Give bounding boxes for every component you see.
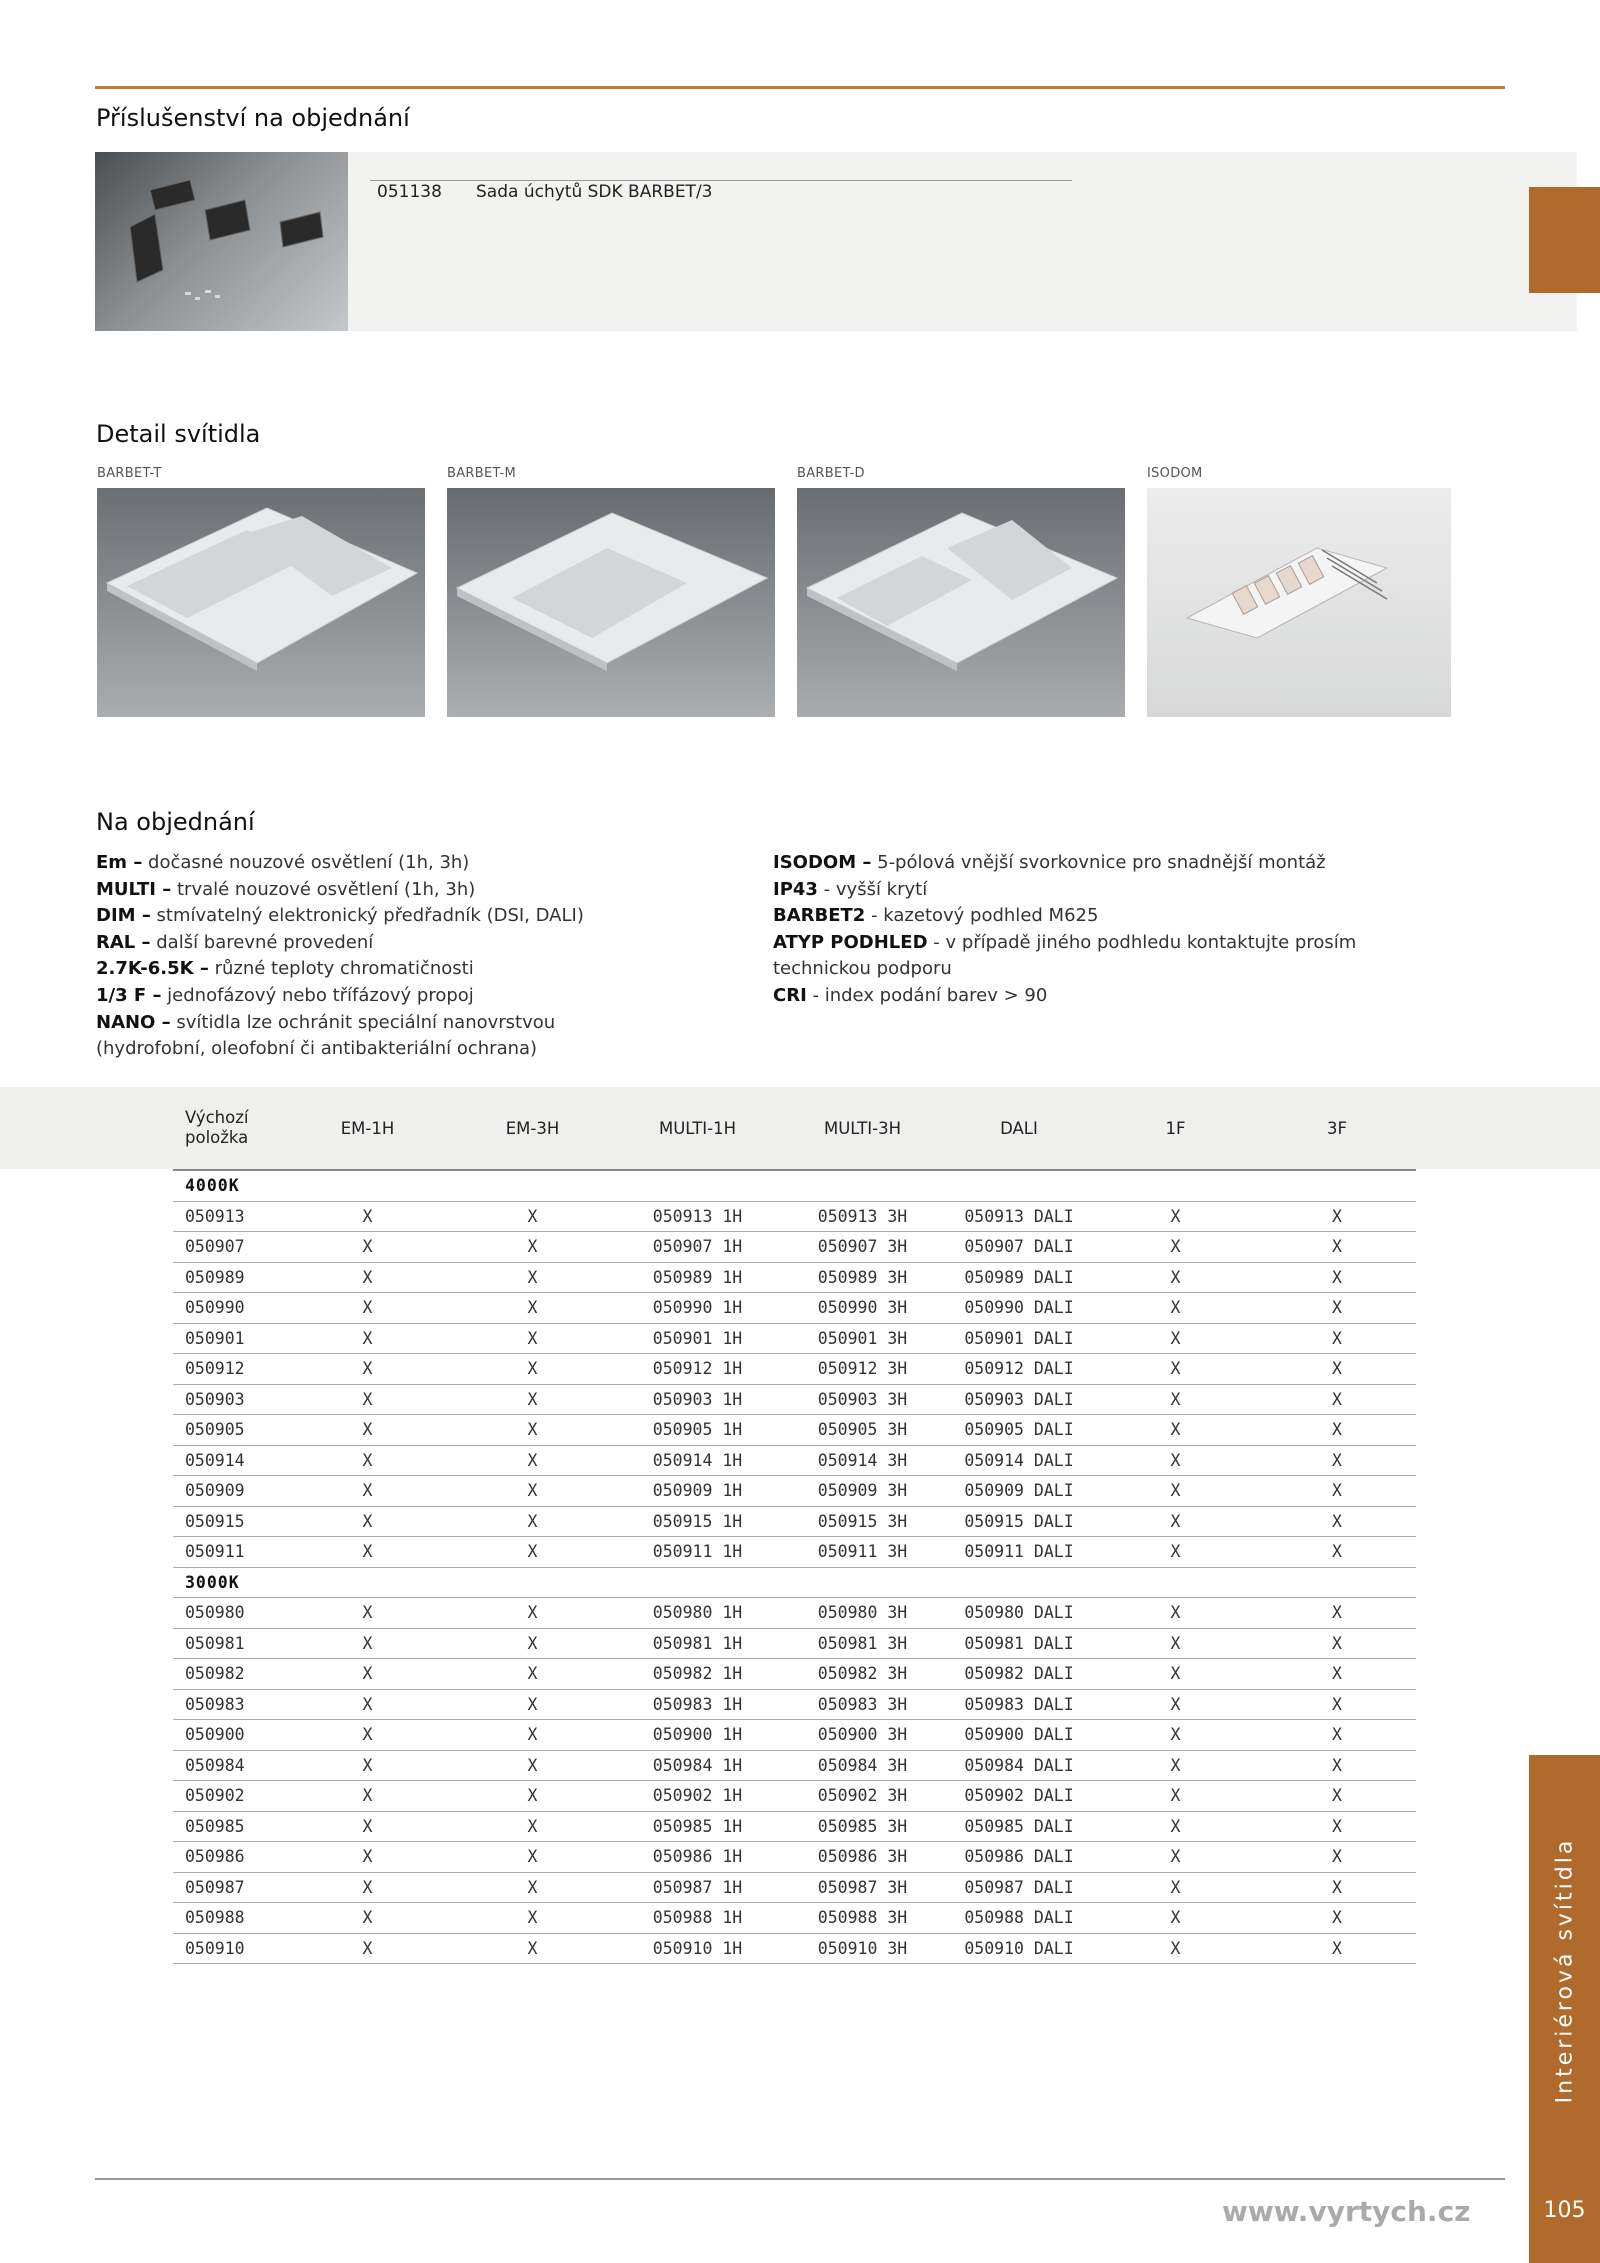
cell-em-3h: X <box>450 1720 615 1751</box>
option-ip43: IP43 - vyšší krytí <box>773 878 928 900</box>
cell-code: 050985 <box>173 1811 285 1842</box>
option-cri: CRI - index podání barev > 90 <box>773 984 1048 1006</box>
table-row <box>173 1354 1416 1385</box>
option-dim: DIM – stmívatelný elektronický předřadník (DSI, DALI) <box>96 905 584 927</box>
cell-em-3h: X <box>450 1537 615 1568</box>
cell-em-1h: X <box>285 1598 450 1629</box>
cell-multi-1h: 050912 1H <box>615 1354 780 1385</box>
cell-em-3h: X <box>450 1384 615 1415</box>
cell-multi-1h: 050982 1H <box>615 1659 780 1690</box>
cell-dali: 050900 DALI <box>945 1720 1093 1751</box>
cell-3f: X <box>1258 1537 1416 1568</box>
table-row <box>173 1201 1416 1232</box>
cell-multi-1h: 050986 1H <box>615 1842 780 1873</box>
cell-multi-1h: 050915 1H <box>615 1506 780 1537</box>
cell-multi-3h: 050914 3H <box>780 1445 945 1476</box>
table-row <box>173 1537 1416 1568</box>
option-atyp: ATYP PODHLED - v případě jiného podhledu kontaktujte prosím <box>773 931 1357 953</box>
photo-barbet-d <box>797 488 1125 717</box>
cell-multi-1h: 050902 1H <box>615 1781 780 1812</box>
cell-em-1h: X <box>285 1293 450 1324</box>
cell-dali: 050980 DALI <box>945 1598 1093 1629</box>
cell-code: 050903 <box>173 1384 285 1415</box>
cell-multi-1h: 050983 1H <box>615 1689 780 1720</box>
cell-code: 050900 <box>173 1720 285 1751</box>
cell-multi-1h: 050981 1H <box>615 1628 780 1659</box>
accessory-name: Sada úchytů SDK BARBET/3 <box>476 182 713 202</box>
table-row <box>173 1781 1416 1812</box>
accessory-photo <box>95 152 348 331</box>
cell-multi-1h: 050907 1H <box>615 1232 780 1263</box>
header-multi-1h: MULTI-1H <box>615 1087 780 1170</box>
cell-code: 050982 <box>173 1659 285 1690</box>
cell-3f: X <box>1258 1720 1416 1751</box>
chapter-tab-marker <box>1529 187 1600 293</box>
cell-em-1h: X <box>285 1811 450 1842</box>
cell-3f: X <box>1258 1750 1416 1781</box>
table-row <box>173 1445 1416 1476</box>
cell-multi-3h: 050909 3H <box>780 1476 945 1507</box>
cell-multi-3h: 050901 3H <box>780 1323 945 1354</box>
cell-1f: X <box>1093 1750 1258 1781</box>
cell-3f: X <box>1258 1323 1416 1354</box>
table-row <box>173 1323 1416 1354</box>
cell-1f: X <box>1093 1598 1258 1629</box>
bottom-rule <box>95 2178 1505 2180</box>
header-em-3h: EM-3H <box>450 1087 615 1170</box>
cell-3f: X <box>1258 1506 1416 1537</box>
cell-multi-1h: 050990 1H <box>615 1293 780 1324</box>
cell-code: 050907 <box>173 1232 285 1263</box>
cell-1f: X <box>1093 1354 1258 1385</box>
detail-label-barbet-t: BARBET-T <box>97 466 162 481</box>
cell-em-3h: X <box>450 1842 615 1873</box>
table-row <box>173 1415 1416 1446</box>
cell-multi-3h: 050986 3H <box>780 1842 945 1873</box>
header-em-1h: EM-1H <box>285 1087 450 1170</box>
cell-em-3h: X <box>450 1354 615 1385</box>
cell-3f: X <box>1258 1415 1416 1446</box>
cell-multi-3h: 050983 3H <box>780 1689 945 1720</box>
option-phase: 1/3 F – jednofázový nebo třífázový propoj <box>96 984 474 1006</box>
option-atyp-cont: technickou podporu <box>773 958 952 980</box>
cell-1f: X <box>1093 1445 1258 1476</box>
cell-em-3h: X <box>450 1903 615 1934</box>
cell-multi-3h: 050902 3H <box>780 1781 945 1812</box>
cell-1f: X <box>1093 1415 1258 1446</box>
table-group-row <box>173 1567 1416 1598</box>
cell-code: 050909 <box>173 1476 285 1507</box>
detail-label-barbet-d: BARBET-D <box>797 466 865 481</box>
cell-dali: 050915 DALI <box>945 1506 1093 1537</box>
option-nano-cont: (hydrofobní, oleofobní či antibakteriální ochrana) <box>96 1038 538 1060</box>
cell-multi-3h: 050905 3H <box>780 1415 945 1446</box>
cell-em-3h: X <box>450 1201 615 1232</box>
table-row <box>173 1628 1416 1659</box>
cell-em-1h: X <box>285 1750 450 1781</box>
cell-em-1h: X <box>285 1201 450 1232</box>
cell-em-1h: X <box>285 1842 450 1873</box>
cell-multi-3h: 050982 3H <box>780 1659 945 1690</box>
cell-multi-1h: 050914 1H <box>615 1445 780 1476</box>
table-row <box>173 1476 1416 1507</box>
table-row <box>173 1720 1416 1751</box>
cell-em-1h: X <box>285 1933 450 1964</box>
table-row <box>173 1872 1416 1903</box>
accessory-divider <box>370 180 1072 181</box>
cell-1f: X <box>1093 1628 1258 1659</box>
cell-1f: X <box>1093 1842 1258 1873</box>
table-row <box>173 1384 1416 1415</box>
cell-3f: X <box>1258 1842 1416 1873</box>
cell-dali: 050984 DALI <box>945 1750 1093 1781</box>
cell-em-3h: X <box>450 1476 615 1507</box>
cell-3f: X <box>1258 1903 1416 1934</box>
cell-em-1h: X <box>285 1476 450 1507</box>
cell-code: 050990 <box>173 1293 285 1324</box>
cell-code: 050980 <box>173 1598 285 1629</box>
cell-multi-3h: 050985 3H <box>780 1811 945 1842</box>
cell-1f: X <box>1093 1476 1258 1507</box>
header-multi-3h: MULTI-3H <box>780 1087 945 1170</box>
cell-em-1h: X <box>285 1628 450 1659</box>
cell-multi-1h: 050988 1H <box>615 1903 780 1934</box>
cell-1f: X <box>1093 1537 1258 1568</box>
header-dali: DALI <box>945 1087 1093 1170</box>
cell-code: 050910 <box>173 1933 285 1964</box>
table-header-row <box>173 1087 1416 1170</box>
cell-em-3h: X <box>450 1415 615 1446</box>
cell-3f: X <box>1258 1872 1416 1903</box>
table-row <box>173 1506 1416 1537</box>
cell-multi-3h: 050912 3H <box>780 1354 945 1385</box>
cell-multi-3h: 050984 3H <box>780 1750 945 1781</box>
cell-em-3h: X <box>450 1659 615 1690</box>
cell-em-1h: X <box>285 1384 450 1415</box>
table-row <box>173 1842 1416 1873</box>
cell-multi-1h: 050985 1H <box>615 1811 780 1842</box>
table-row <box>173 1659 1416 1690</box>
cell-multi-3h: 050907 3H <box>780 1232 945 1263</box>
cell-multi-3h: 050980 3H <box>780 1598 945 1629</box>
cell-multi-3h: 050900 3H <box>780 1720 945 1751</box>
accessories-title: Příslušenství na objednání <box>96 104 410 132</box>
cell-multi-1h: 050901 1H <box>615 1323 780 1354</box>
group-label: 4000K <box>173 1170 1416 1201</box>
cell-dali: 050907 DALI <box>945 1232 1093 1263</box>
cell-1f: X <box>1093 1506 1258 1537</box>
cell-em-3h: X <box>450 1598 615 1629</box>
cell-1f: X <box>1093 1781 1258 1812</box>
table-row <box>173 1293 1416 1324</box>
cell-dali: 050982 DALI <box>945 1659 1093 1690</box>
photo-barbet-t <box>97 488 425 717</box>
cell-code: 050986 <box>173 1842 285 1873</box>
cell-dali: 050909 DALI <box>945 1476 1093 1507</box>
cell-dali: 050902 DALI <box>945 1781 1093 1812</box>
cell-em-1h: X <box>285 1506 450 1537</box>
option-isodom: ISODOM – 5-pólová vnější svorkovnice pro snadnější montáž <box>773 852 1326 873</box>
cell-em-3h: X <box>450 1750 615 1781</box>
website-link[interactable]: www.vyrtych.cz <box>1222 2195 1471 2228</box>
cell-dali: 050988 DALI <box>945 1903 1093 1934</box>
cell-dali: 050901 DALI <box>945 1323 1093 1354</box>
chapter-side-tab-label-wrap <box>1529 1755 1600 2185</box>
cell-em-3h: X <box>450 1689 615 1720</box>
cell-em-1h: X <box>285 1262 450 1293</box>
cell-1f: X <box>1093 1323 1258 1354</box>
cell-multi-3h: 050981 3H <box>780 1628 945 1659</box>
cell-code: 050984 <box>173 1750 285 1781</box>
cell-multi-3h: 050989 3H <box>780 1262 945 1293</box>
cell-1f: X <box>1093 1689 1258 1720</box>
chapter-side-tab-label: Interiérová svítidla <box>1552 1837 1578 2103</box>
cell-1f: X <box>1093 1293 1258 1324</box>
cell-dali: 050986 DALI <box>945 1842 1093 1873</box>
cell-dali: 050913 DALI <box>945 1201 1093 1232</box>
cell-em-3h: X <box>450 1232 615 1263</box>
cell-dali: 050990 DALI <box>945 1293 1093 1324</box>
table-row <box>173 1750 1416 1781</box>
table-row <box>173 1598 1416 1629</box>
cell-em-3h: X <box>450 1323 615 1354</box>
cell-dali: 050987 DALI <box>945 1872 1093 1903</box>
cell-dali: 050914 DALI <box>945 1445 1093 1476</box>
cell-multi-3h: 050913 3H <box>780 1201 945 1232</box>
cell-multi-1h: 050900 1H <box>615 1720 780 1751</box>
cell-1f: X <box>1093 1811 1258 1842</box>
cell-em-3h: X <box>450 1506 615 1537</box>
cell-dali: 050983 DALI <box>945 1689 1093 1720</box>
cell-code: 050902 <box>173 1781 285 1812</box>
cell-multi-1h: 050910 1H <box>615 1933 780 1964</box>
cell-code: 050989 <box>173 1262 285 1293</box>
option-cct: 2.7K-6.5K – různé teploty chromatičnosti <box>96 958 474 980</box>
cell-em-1h: X <box>285 1537 450 1568</box>
cell-1f: X <box>1093 1232 1258 1263</box>
cell-dali: 050910 DALI <box>945 1933 1093 1964</box>
cell-3f: X <box>1258 1201 1416 1232</box>
detail-title: Detail svítidla <box>96 420 261 448</box>
cell-multi-3h: 050903 3H <box>780 1384 945 1415</box>
table-group-row <box>173 1170 1416 1201</box>
cell-em-3h: X <box>450 1933 615 1964</box>
cell-dali: 050912 DALI <box>945 1354 1093 1385</box>
cell-3f: X <box>1258 1689 1416 1720</box>
header-1f: 1F <box>1093 1087 1258 1170</box>
cell-em-1h: X <box>285 1445 450 1476</box>
option-multi: MULTI – trvalé nouzové osvětlení (1h, 3h) <box>96 878 476 900</box>
cell-code: 050913 <box>173 1201 285 1232</box>
cell-3f: X <box>1258 1384 1416 1415</box>
cell-3f: X <box>1258 1476 1416 1507</box>
cell-3f: X <box>1258 1933 1416 1964</box>
table-row <box>173 1262 1416 1293</box>
cell-3f: X <box>1258 1628 1416 1659</box>
cell-em-3h: X <box>450 1781 615 1812</box>
cell-multi-3h: 050910 3H <box>780 1933 945 1964</box>
cell-multi-3h: 050987 3H <box>780 1872 945 1903</box>
page-number: 105 <box>1543 2198 1586 2223</box>
cell-code: 050901 <box>173 1323 285 1354</box>
cell-em-3h: X <box>450 1445 615 1476</box>
cell-1f: X <box>1093 1933 1258 1964</box>
order-title: Na objednání <box>96 808 255 836</box>
cell-1f: X <box>1093 1659 1258 1690</box>
order-options-left <box>96 850 584 1063</box>
cell-multi-1h: 050905 1H <box>615 1415 780 1446</box>
cell-1f: X <box>1093 1903 1258 1934</box>
cell-code: 050983 <box>173 1689 285 1720</box>
cell-dali: 050911 DALI <box>945 1537 1093 1568</box>
cell-em-1h: X <box>285 1232 450 1263</box>
cell-multi-1h: 050909 1H <box>615 1476 780 1507</box>
table-row <box>173 1903 1416 1934</box>
cell-1f: X <box>1093 1720 1258 1751</box>
cell-code: 050914 <box>173 1445 285 1476</box>
cell-em-3h: X <box>450 1811 615 1842</box>
cell-multi-1h: 050913 1H <box>615 1201 780 1232</box>
cell-3f: X <box>1258 1232 1416 1263</box>
order-options-right <box>773 850 1356 1010</box>
cell-multi-1h: 050911 1H <box>615 1537 780 1568</box>
table-body <box>173 1170 1416 1964</box>
cell-multi-3h: 050911 3H <box>780 1537 945 1568</box>
cell-multi-1h: 050989 1H <box>615 1262 780 1293</box>
cell-em-3h: X <box>450 1872 615 1903</box>
cell-dali: 050985 DALI <box>945 1811 1093 1842</box>
top-rule <box>95 86 1505 89</box>
cell-3f: X <box>1258 1354 1416 1385</box>
table-row <box>173 1232 1416 1263</box>
header-default-item: Výchozí položka <box>173 1087 285 1170</box>
accessory-code: 051138 <box>377 182 442 202</box>
cell-3f: X <box>1258 1262 1416 1293</box>
cell-multi-3h: 050988 3H <box>780 1903 945 1934</box>
cell-em-1h: X <box>285 1903 450 1934</box>
cell-em-1h: X <box>285 1415 450 1446</box>
cell-3f: X <box>1258 1598 1416 1629</box>
cell-em-1h: X <box>285 1872 450 1903</box>
table-row <box>173 1811 1416 1842</box>
cell-code: 050987 <box>173 1872 285 1903</box>
cell-em-3h: X <box>450 1262 615 1293</box>
cell-em-1h: X <box>285 1659 450 1690</box>
cell-em-1h: X <box>285 1720 450 1751</box>
table-row <box>173 1689 1416 1720</box>
cell-em-1h: X <box>285 1781 450 1812</box>
cell-multi-1h: 050980 1H <box>615 1598 780 1629</box>
variants-table <box>173 1087 1416 1964</box>
cell-3f: X <box>1258 1445 1416 1476</box>
cell-em-3h: X <box>450 1628 615 1659</box>
cell-code: 050981 <box>173 1628 285 1659</box>
cell-1f: X <box>1093 1262 1258 1293</box>
cell-code: 050915 <box>173 1506 285 1537</box>
cell-multi-1h: 050903 1H <box>615 1384 780 1415</box>
cell-code: 050905 <box>173 1415 285 1446</box>
cell-code: 050988 <box>173 1903 285 1934</box>
group-label: 3000K <box>173 1567 1416 1598</box>
cell-dali: 050903 DALI <box>945 1384 1093 1415</box>
cell-1f: X <box>1093 1872 1258 1903</box>
cell-3f: X <box>1258 1659 1416 1690</box>
header-3f: 3F <box>1258 1087 1416 1170</box>
detail-label-barbet-m: BARBET-M <box>447 466 517 481</box>
option-em: Em – dočasné nouzové osvětlení (1h, 3h) <box>96 852 470 873</box>
option-ral: RAL – další barevné provedení <box>96 931 374 953</box>
option-barbet2: BARBET2 - kazetový podhled M625 <box>773 905 1099 927</box>
option-nano: NANO – svítidla lze ochránit speciální nanovrstvou <box>96 1011 556 1033</box>
cell-em-1h: X <box>285 1354 450 1385</box>
cell-em-3h: X <box>450 1293 615 1324</box>
cell-multi-3h: 050915 3H <box>780 1506 945 1537</box>
cell-3f: X <box>1258 1781 1416 1812</box>
detail-label-isodom: ISODOM <box>1147 466 1203 481</box>
cell-multi-1h: 050987 1H <box>615 1872 780 1903</box>
photo-barbet-m <box>447 488 775 717</box>
cell-em-1h: X <box>285 1323 450 1354</box>
cell-3f: X <box>1258 1293 1416 1324</box>
cell-dali: 050981 DALI <box>945 1628 1093 1659</box>
cell-3f: X <box>1258 1811 1416 1842</box>
cell-multi-1h: 050984 1H <box>615 1750 780 1781</box>
cell-dali: 050905 DALI <box>945 1415 1093 1446</box>
cell-1f: X <box>1093 1201 1258 1232</box>
cell-code: 050912 <box>173 1354 285 1385</box>
cell-em-1h: X <box>285 1689 450 1720</box>
cell-multi-3h: 050990 3H <box>780 1293 945 1324</box>
cell-dali: 050989 DALI <box>945 1262 1093 1293</box>
cell-1f: X <box>1093 1384 1258 1415</box>
cell-code: 050911 <box>173 1537 285 1568</box>
photo-isodom <box>1147 488 1451 717</box>
table-row <box>173 1933 1416 1964</box>
